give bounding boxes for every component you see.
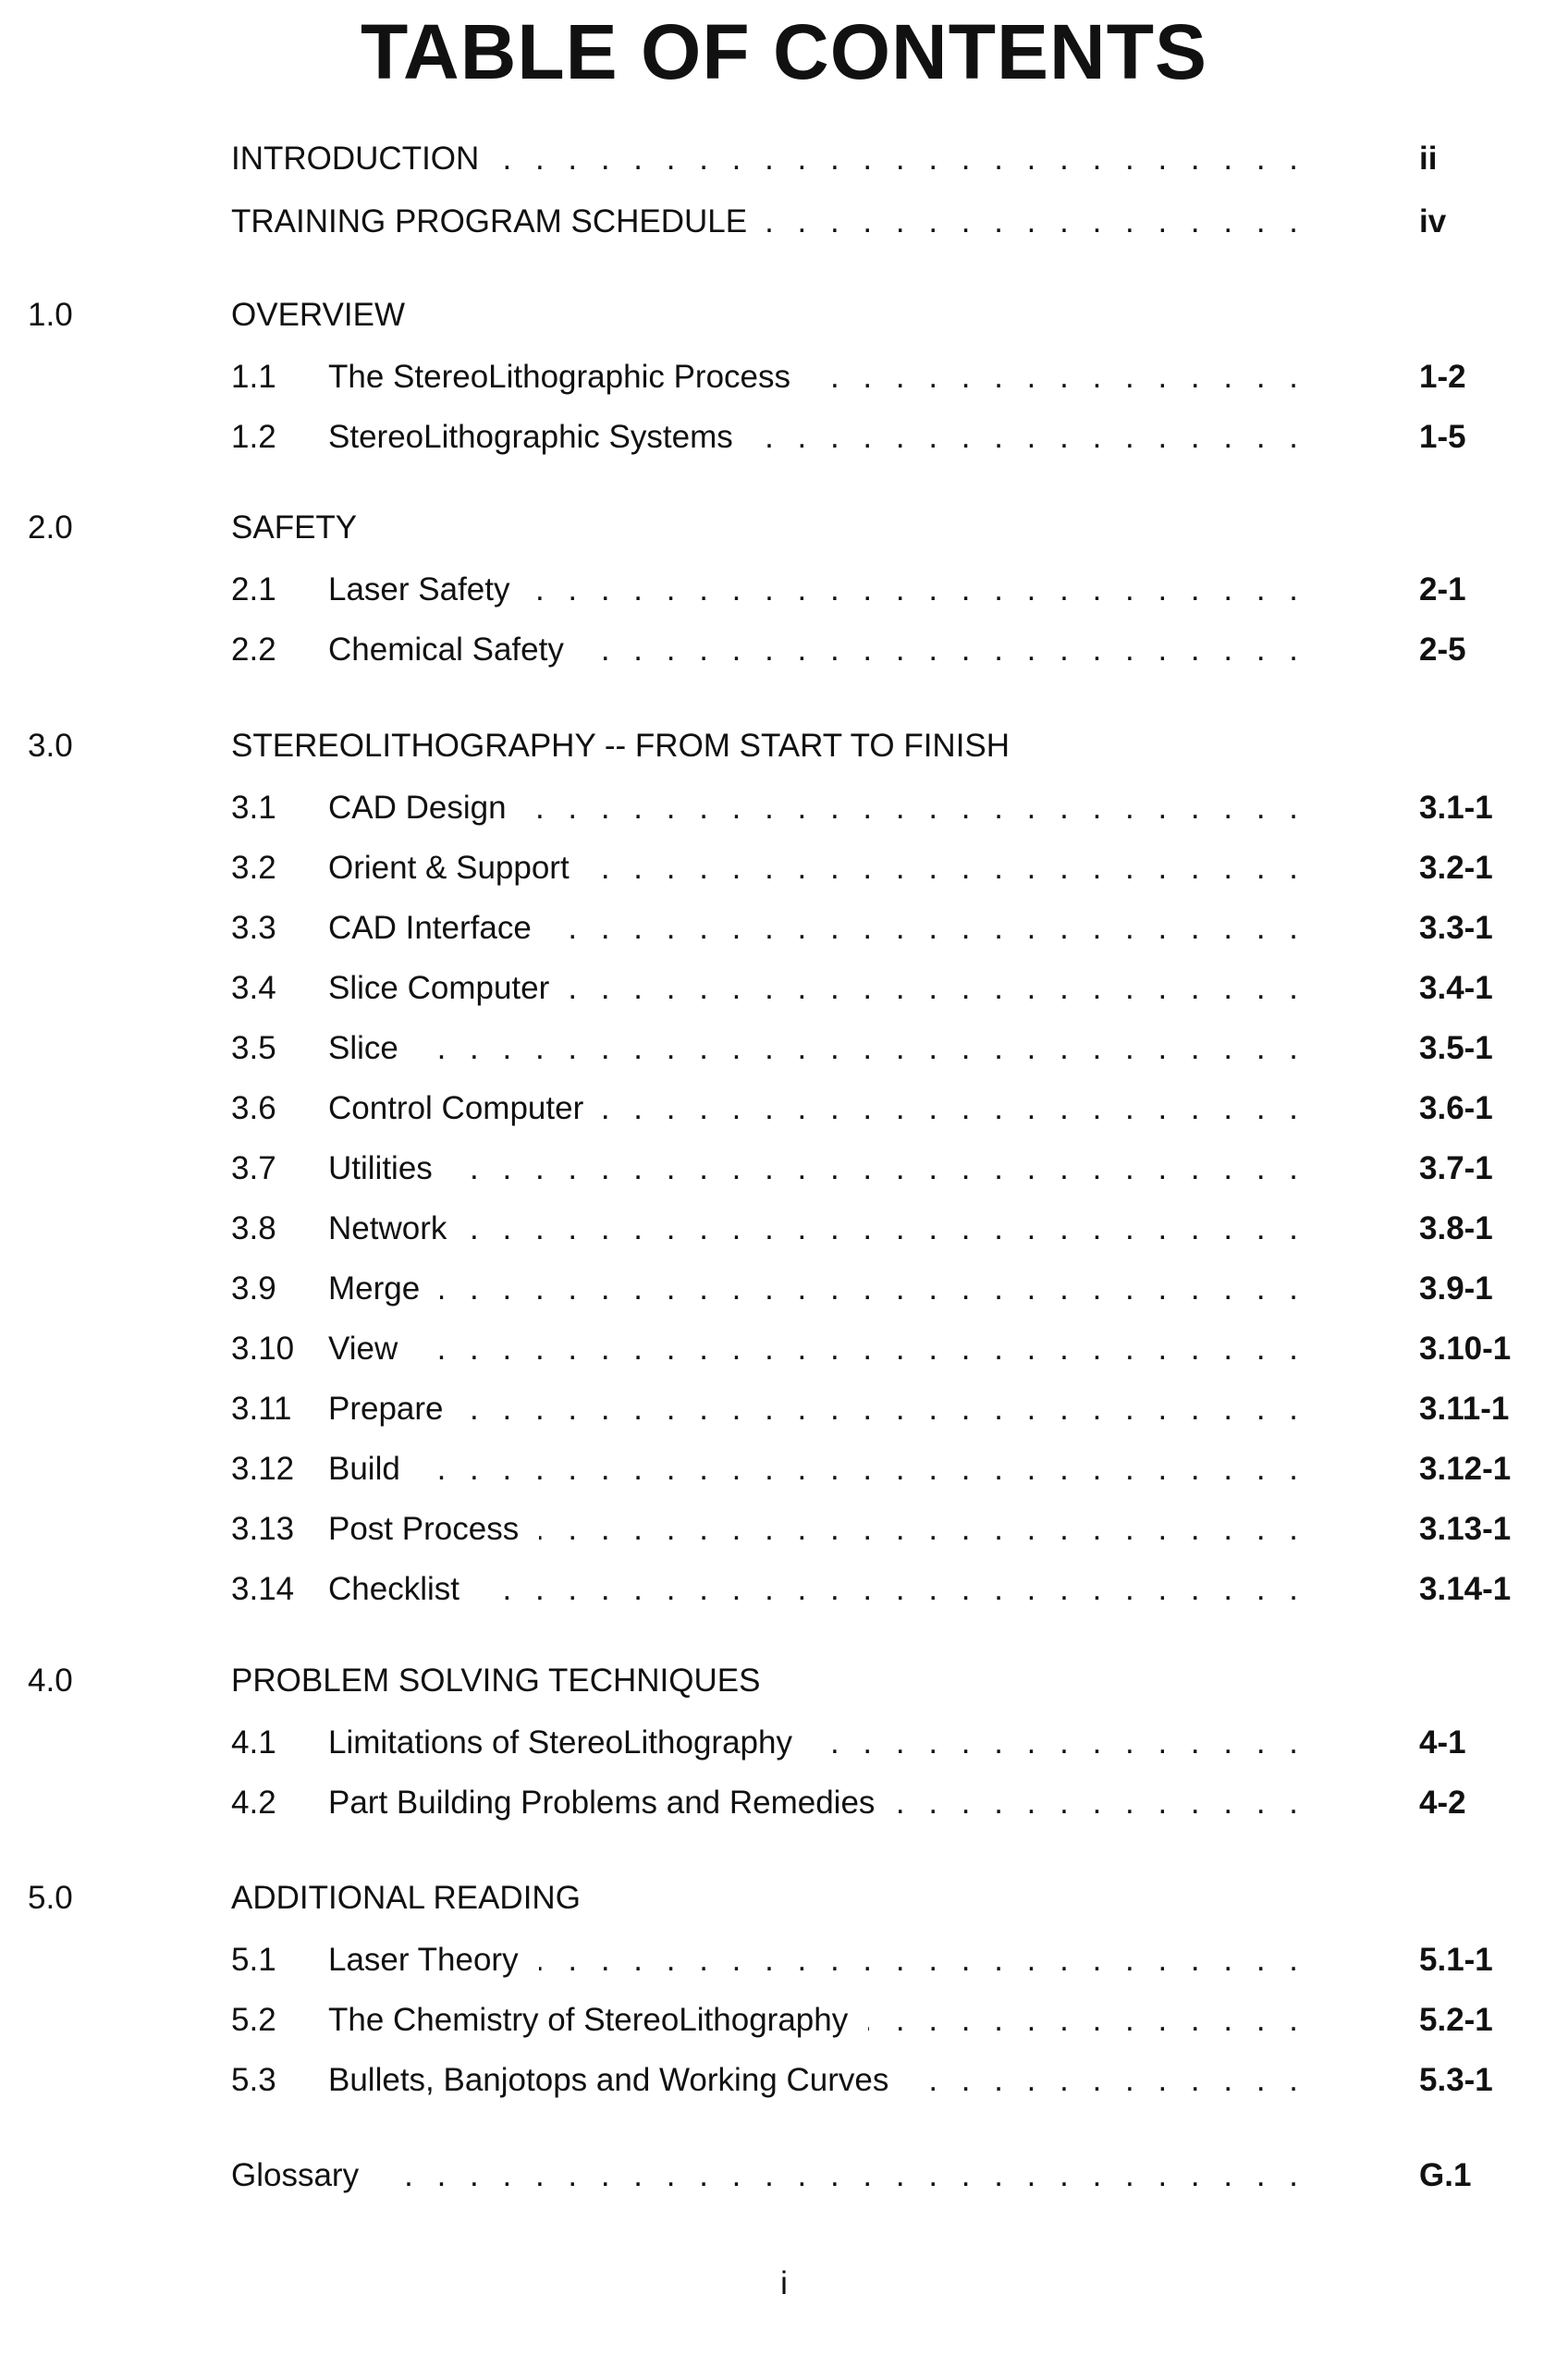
item-number: 5.3 xyxy=(231,2057,276,2104)
toc-item[interactable] xyxy=(0,567,1568,613)
item-number: 3.6 xyxy=(231,1086,276,1132)
toc-item[interactable] xyxy=(0,414,1568,460)
item-title: Build xyxy=(328,1446,400,1492)
dot-leader: . . . . . . . . . . . . . . . . . . . . . . . . . . . xyxy=(419,1025,1305,1072)
toc-item[interactable] xyxy=(0,1720,1568,1766)
section-number: 5.0 xyxy=(28,1875,73,1921)
entry-title: INTRODUCTION xyxy=(231,136,479,182)
dot-leader: . . . . . . . . . . . . . . . . . . . . . . . xyxy=(570,965,1305,1012)
item-page: 3.14-1 xyxy=(1419,1566,1511,1613)
page-number: i xyxy=(0,2265,1568,2302)
dot-leader: . . . . . . . . . . . . . . . . . . . . . . . . . . . . xyxy=(379,2153,1305,2199)
item-number: 3.9 xyxy=(231,1266,276,1312)
dot-leader: . . . . . . . . . . . . . . . . . . . . . . . . . . xyxy=(440,1266,1305,1312)
dot-leader: . . . . . . . . . . . . xyxy=(909,2057,1305,2104)
toc-item[interactable] xyxy=(0,845,1568,891)
entry-title: TRAINING PROGRAM SCHEDULE xyxy=(231,199,747,245)
toc-item[interactable] xyxy=(0,1386,1568,1432)
section-title: OVERVIEW xyxy=(231,292,405,338)
dot-leader: . . . . . . . . . . . . . . . . . . . . . . xyxy=(584,627,1305,673)
section-title: ADDITIONAL READING xyxy=(231,1875,581,1921)
section-number: 3.0 xyxy=(28,723,73,769)
item-title: Part Building Problems and Remedies xyxy=(328,1780,875,1826)
item-number: 3.5 xyxy=(231,1025,276,1072)
toc-entry[interactable] xyxy=(0,136,1568,182)
toc-item[interactable] xyxy=(0,1937,1568,1983)
item-number: 3.13 xyxy=(231,1506,294,1552)
section-heading[interactable] xyxy=(0,723,1568,769)
dot-leader: . . . . . . . . . . . . . . . . . . . . . . . . . . xyxy=(453,1146,1305,1192)
item-title: CAD Design xyxy=(328,785,507,831)
dot-leader: . . . . . . . . . . . . . . . xyxy=(811,354,1305,400)
item-title: Chemical Safety xyxy=(328,627,564,673)
item-title: View xyxy=(328,1326,398,1372)
toc-item[interactable] xyxy=(0,1206,1568,1252)
item-title: Control Computer xyxy=(328,1086,583,1132)
toc-item[interactable] xyxy=(0,1506,1568,1552)
item-page: 1-2 xyxy=(1419,354,1466,400)
item-number: 3.10 xyxy=(231,1326,294,1372)
item-title: Checklist xyxy=(328,1566,459,1613)
item-page: 2-1 xyxy=(1419,567,1466,613)
toc-item[interactable] xyxy=(0,785,1568,831)
dot-leader: . . . . . . . . . . . . . . . . . . . . . . . . . xyxy=(480,1566,1305,1613)
item-number: 4.2 xyxy=(231,1780,276,1826)
dot-leader: . . . . . . . . . . . . . . . . . . . . . . . xyxy=(539,1937,1305,1983)
dot-leader: . . . . . . . . . . . . . . . . . xyxy=(753,414,1305,460)
section-title: SAFETY xyxy=(231,505,357,551)
item-page: 2-5 xyxy=(1419,627,1466,673)
dot-leader: . . . . . . . . . . . . . . . . . . . . . xyxy=(604,1086,1305,1132)
item-title: Post Process xyxy=(328,1506,519,1552)
section-number: 4.0 xyxy=(28,1658,73,1704)
item-title: The StereoLithographic Process xyxy=(328,354,790,400)
toc-item[interactable] xyxy=(0,965,1568,1012)
item-page: 3.12-1 xyxy=(1419,1446,1511,1492)
section-heading[interactable] xyxy=(0,1875,1568,1921)
item-title: Prepare xyxy=(328,1386,444,1432)
item-page: 3.9-1 xyxy=(1419,1266,1493,1312)
dot-leader: . . . . . . . . . . . . . . . xyxy=(813,1720,1305,1766)
item-page: 4-1 xyxy=(1419,1720,1466,1766)
dot-leader: . . . . . . . . . . . . . . . . . . . . . . . . xyxy=(527,785,1305,831)
item-page: 3.13-1 xyxy=(1419,1506,1511,1552)
dot-leader: . . . . . . . . . . . . . . . . . . . . . . xyxy=(590,845,1305,891)
toc-entry-glossary[interactable] xyxy=(0,2153,1568,2199)
section-heading[interactable] xyxy=(0,1658,1568,1704)
item-title: StereoLithographic Systems xyxy=(328,414,733,460)
toc-item[interactable] xyxy=(0,1446,1568,1492)
item-number: 4.1 xyxy=(231,1720,276,1766)
item-title: Bullets, Banjotops and Working Curves xyxy=(328,2057,888,2104)
item-page: 3.5-1 xyxy=(1419,1025,1493,1072)
toc-entry[interactable] xyxy=(0,199,1568,245)
item-number: 2.1 xyxy=(231,567,276,613)
dot-leader: . . . . . . . . . . . . . . . . . . . . . . . . xyxy=(531,567,1305,613)
dot-leader: . . . . . . . . . . . . . . . . . . . . . . . . . . . xyxy=(418,1326,1305,1372)
section-title: PROBLEM SOLVING TECHNIQUES xyxy=(231,1658,760,1704)
item-title: Laser Safety xyxy=(328,567,510,613)
item-page: 3.2-1 xyxy=(1419,845,1493,891)
toc-item[interactable] xyxy=(0,1997,1568,2043)
item-number: 5.1 xyxy=(231,1937,276,1983)
item-number: 1.1 xyxy=(231,354,276,400)
item-page: 3.4-1 xyxy=(1419,965,1493,1012)
item-number: 2.2 xyxy=(231,627,276,673)
page-title: TABLE OF CONTENTS xyxy=(0,7,1568,97)
section-number: 1.0 xyxy=(28,292,73,338)
item-number: 3.12 xyxy=(231,1446,294,1492)
dot-leader: . . . . . . . . . . . . . . . . . . . . . . . xyxy=(552,905,1305,951)
dot-leader: . . . . . . . . . . . . . . . . . . . . . . . . . . xyxy=(467,1206,1305,1252)
item-number: 1.2 xyxy=(231,414,276,460)
glossary-page: G.1 xyxy=(1419,2153,1471,2199)
dot-leader: . . . . . . . . . . . . . xyxy=(895,1780,1305,1826)
section-heading[interactable] xyxy=(0,505,1568,551)
item-title: Merge xyxy=(328,1266,420,1312)
item-title: Slice xyxy=(328,1025,398,1072)
item-page: 1-5 xyxy=(1419,414,1466,460)
dot-leader: . . . . . . . . . . . . . . . . . . . . . . . . . xyxy=(499,136,1305,182)
item-page: 5.1-1 xyxy=(1419,1937,1493,1983)
item-title: Network xyxy=(328,1206,447,1252)
toc-item[interactable] xyxy=(0,2057,1568,2104)
item-page: 3.10-1 xyxy=(1419,1326,1511,1372)
toc-item[interactable] xyxy=(0,1566,1568,1613)
dot-leader: . . . . . . . . . . . . . . . . xyxy=(767,199,1305,245)
dot-leader: . . . . . . . . . . . . . . . . . . . . . . . . . . xyxy=(464,1386,1305,1432)
toc-item[interactable] xyxy=(0,627,1568,673)
item-number: 3.1 xyxy=(231,785,276,831)
section-heading[interactable] xyxy=(0,292,1568,338)
entry-page: iv xyxy=(1419,199,1446,245)
item-title: Limitations of StereoLithography xyxy=(328,1720,792,1766)
item-number: 3.14 xyxy=(231,1566,294,1613)
toc-item[interactable] xyxy=(0,1086,1568,1132)
toc-item[interactable] xyxy=(0,905,1568,951)
toc-item[interactable] xyxy=(0,1780,1568,1826)
item-title: Orient & Support xyxy=(328,845,570,891)
glossary-title: Glossary xyxy=(231,2153,359,2199)
toc-item[interactable] xyxy=(0,1146,1568,1192)
toc-item[interactable] xyxy=(0,1025,1568,1072)
item-title: Laser Theory xyxy=(328,1937,519,1983)
item-title: The Chemistry of StereoLithography xyxy=(328,1997,848,2043)
item-page: 5.3-1 xyxy=(1419,2057,1493,2104)
item-number: 3.4 xyxy=(231,965,276,1012)
dot-leader: . . . . . . . . . . . . . xyxy=(868,1997,1305,2043)
item-title: Slice Computer xyxy=(328,965,549,1012)
dot-leader: . . . . . . . . . . . . . . . . . . . . . . . . . . . xyxy=(421,1446,1305,1492)
item-number: 5.2 xyxy=(231,1997,276,2043)
item-page: 3.11-1 xyxy=(1419,1386,1509,1432)
item-title: Utilities xyxy=(328,1146,433,1192)
item-page: 3.1-1 xyxy=(1419,785,1493,831)
item-page: 3.3-1 xyxy=(1419,905,1493,951)
item-number: 3.2 xyxy=(231,845,276,891)
section-title: STEREOLITHOGRAPHY -- FROM START TO FINISH xyxy=(231,723,1010,769)
toc-item[interactable] xyxy=(0,1326,1568,1372)
item-number: 3.8 xyxy=(231,1206,276,1252)
toc-item[interactable] xyxy=(0,354,1568,400)
item-page: 3.6-1 xyxy=(1419,1086,1493,1132)
dot-leader: . . . . . . . . . . . . . . . . . . . . . . . xyxy=(539,1506,1305,1552)
item-number: 3.7 xyxy=(231,1146,276,1192)
item-page: 3.8-1 xyxy=(1419,1206,1493,1252)
item-page: 4-2 xyxy=(1419,1780,1466,1826)
item-page: 5.2-1 xyxy=(1419,1997,1493,2043)
item-title: CAD Interface xyxy=(328,905,532,951)
section-number: 2.0 xyxy=(28,505,73,551)
item-page: 3.7-1 xyxy=(1419,1146,1493,1192)
item-number: 3.3 xyxy=(231,905,276,951)
entry-page: ii xyxy=(1419,136,1437,182)
toc-item[interactable] xyxy=(0,1266,1568,1312)
item-number: 3.11 xyxy=(231,1386,292,1432)
